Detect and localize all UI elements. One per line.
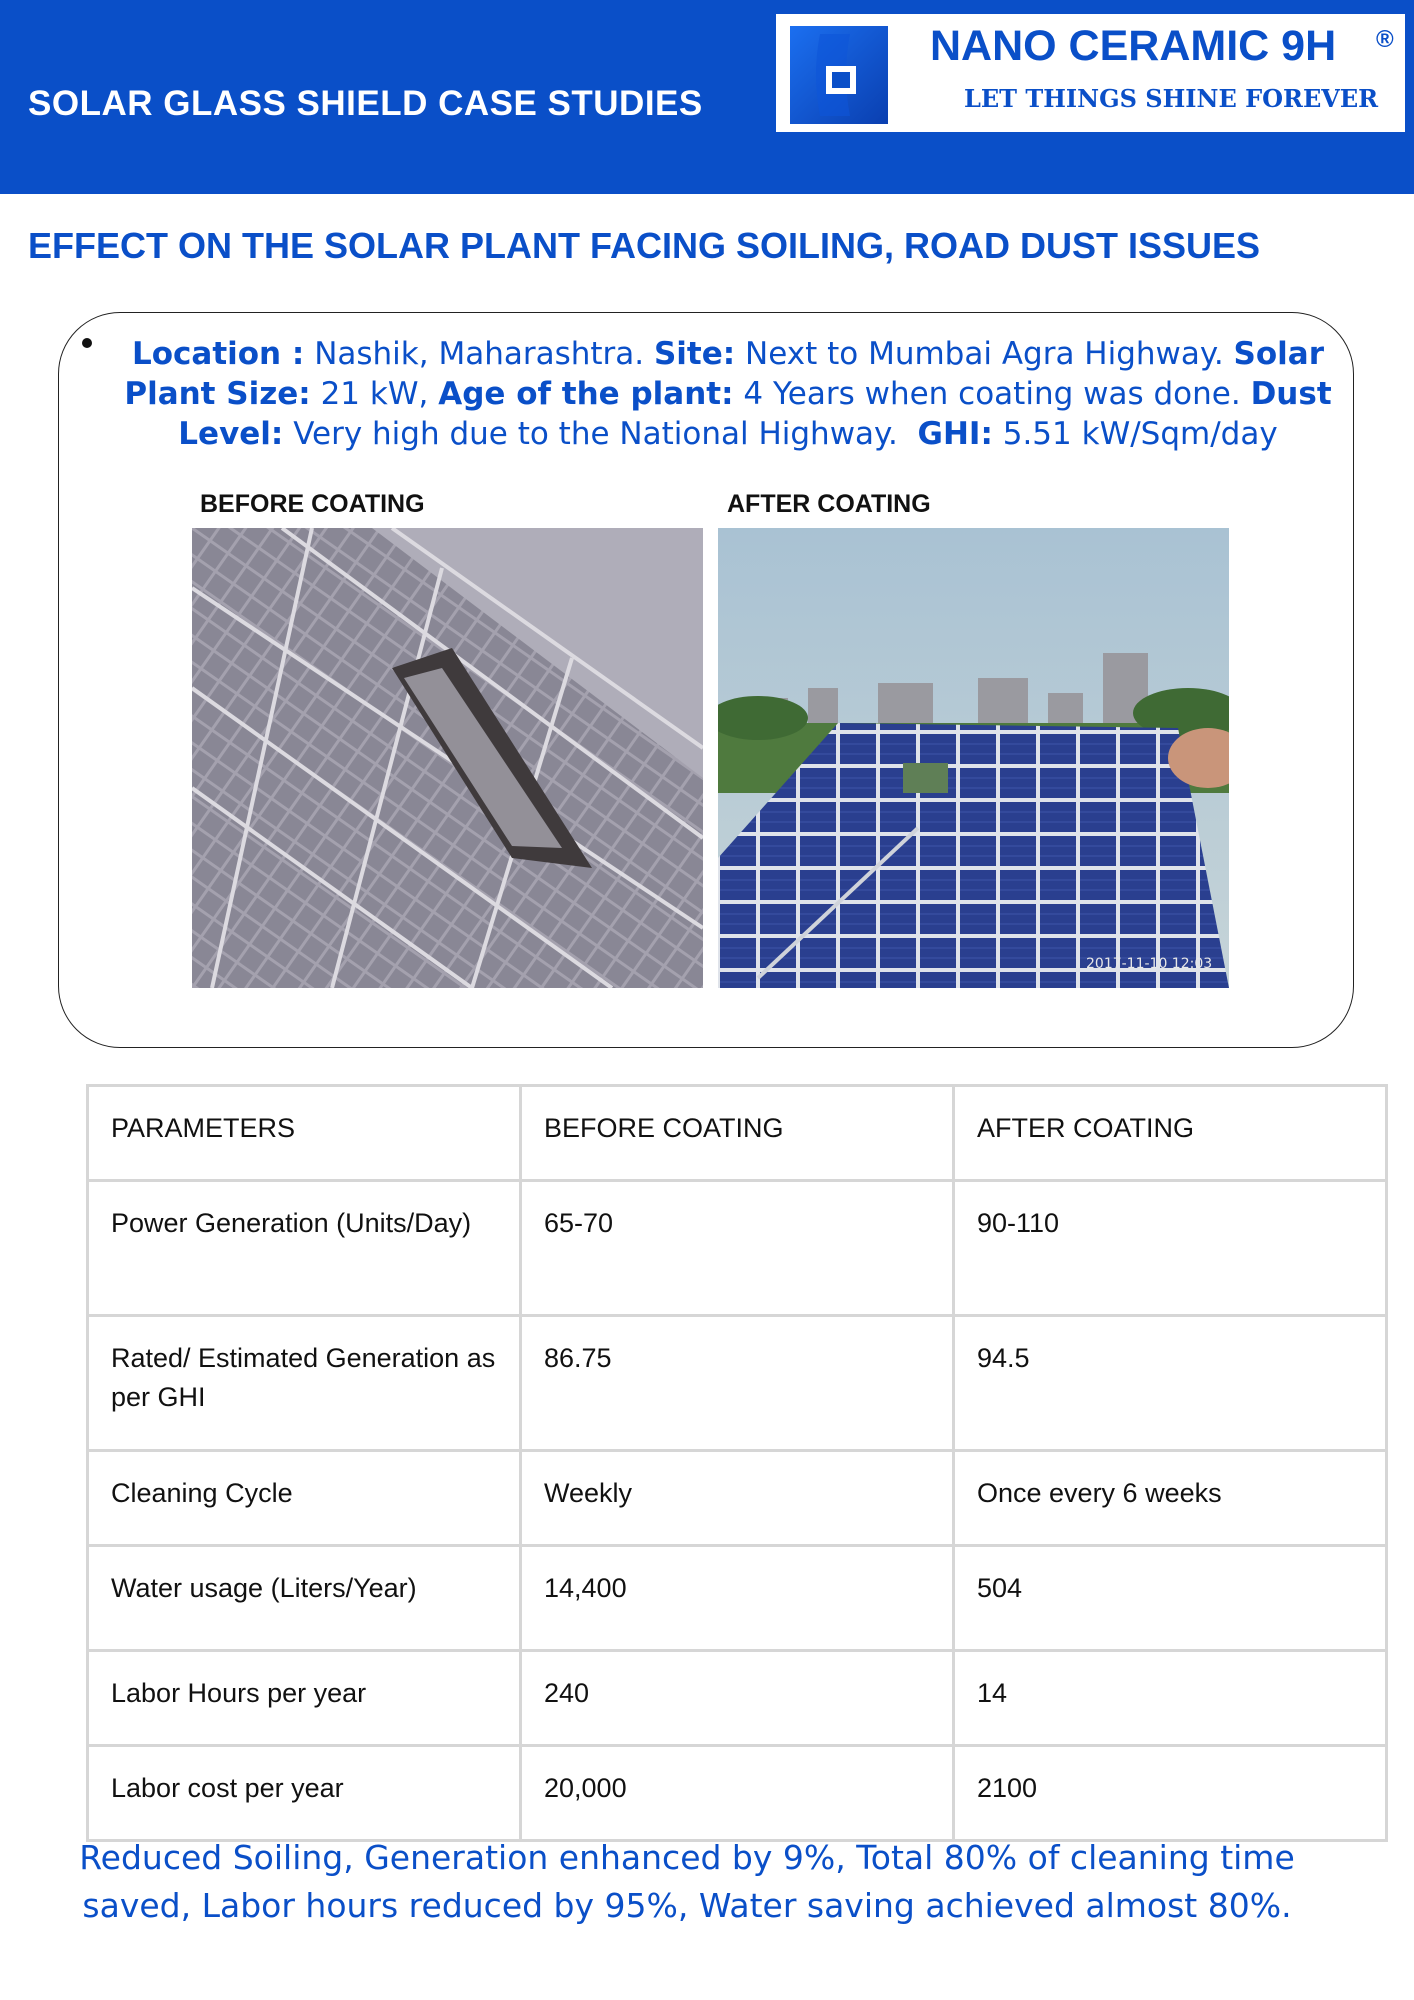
plant-age-label: Age of the plant: [438,376,734,412]
table-header-cell: PARAMETERS [88,1086,521,1181]
table-row [88,1181,1387,1316]
location-value: Nashik, Maharashtra. [314,336,645,372]
table-cell: 14,400 [521,1546,954,1651]
dust-level-value: Very high due to the National Highway. [293,416,898,452]
registered-mark: ® [1376,26,1394,53]
dust-level-label: Dust Level: [178,376,1332,452]
page-title: SOLAR GLASS SHIELD CASE STUDIES [28,84,703,123]
plant-age-value: 4 Years when coating was done. [743,376,1241,412]
table-cell: 14 [954,1651,1387,1746]
after-coating-photo [718,528,1229,988]
before-coating-label: BEFORE COATING [200,490,425,518]
table-row [88,1451,1387,1546]
table-row [88,1651,1387,1746]
plant-size-value: 21 kW, [320,376,429,412]
table-cell: Rated/ Estimated Generation as per GHI [88,1316,521,1451]
table-cell: Weekly [521,1451,954,1546]
ghi-label: GHI: [917,416,993,452]
table-header-row [88,1086,1387,1181]
location-label: Location : [131,336,305,372]
table-header-cell: BEFORE COATING [521,1086,954,1181]
logo-icon [790,26,888,124]
section-heading: EFFECT ON THE SOLAR PLANT FACING SOILING, ROAD DUST ISSUES [28,225,1261,266]
before-coating-photo [192,528,703,988]
parameters-table [86,1084,1388,1842]
table-row [88,1546,1387,1651]
table-cell: 240 [521,1651,954,1746]
table-cell: 90-110 [954,1181,1387,1316]
table-cell: 86.75 [521,1316,954,1451]
table-cell: 65-70 [521,1181,954,1316]
table-cell: 2100 [954,1746,1387,1841]
summary-text: Reduced Soiling, Generation enhanced by 9%, Total 80% of cleaning time saved, Labor hours reduced by 95%, Water saving achieved almost 80%. [79,1838,1295,1925]
case-details [112,334,1344,454]
table-cell: 504 [954,1546,1387,1651]
table-cell: Labor Hours per year [88,1651,521,1746]
bullet-icon [82,338,92,348]
table-cell: Once every 6 weeks [954,1451,1387,1546]
brand-tagline: LET THINGS SHINE FOREVER [964,84,1379,113]
photo-timestamp: 2017-11-10 12:03 [1086,956,1213,972]
site-value: Next to Mumbai Agra Highway. [745,336,1224,372]
site-label: Site: [653,336,736,372]
header-banner [0,0,1414,194]
after-coating-label: AFTER COATING [727,490,931,518]
table-row [88,1746,1387,1841]
table-header-cell: AFTER COATING [954,1086,1387,1181]
table-cell: Water usage (Liters/Year) [88,1546,521,1651]
brand-logo [776,14,1405,132]
table-row [88,1316,1387,1451]
brand-name: NANO CERAMIC 9H [930,22,1337,70]
table-cell: 20,000 [521,1746,954,1841]
table-cell: 94.5 [954,1316,1387,1451]
table-cell: Labor cost per year [88,1746,521,1841]
ghi-value: 5.51 kW/Sqm/day [1002,416,1278,452]
plant-size-label: Solar Plant Size: [124,336,1325,412]
table-cell: Power Generation (Units/Day) [88,1181,521,1316]
table-cell: Cleaning Cycle [88,1451,521,1546]
